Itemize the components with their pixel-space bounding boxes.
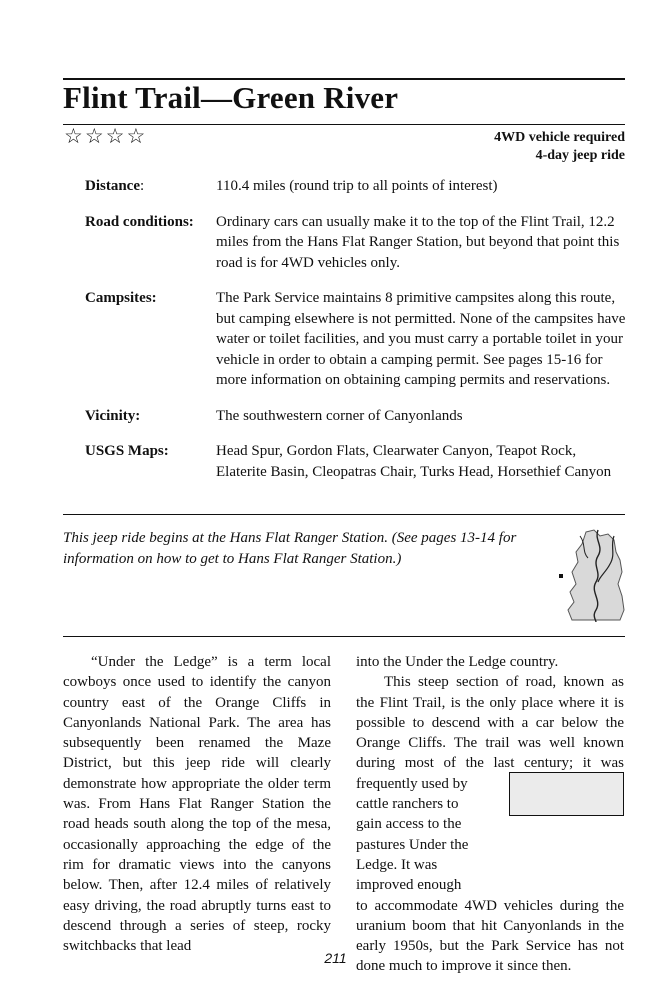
intro-top-rule bbox=[63, 514, 625, 515]
body-paragraph-wrap: cattle ranchers to gain access to the pastures Under the Ledge. It was improved enough bbox=[356, 796, 469, 894]
trip-duration: 4-day jeep ride bbox=[535, 148, 625, 163]
body-paragraph: This steep section of road, known as the Flint Trail, is the only place where it is possible to descend with a car below the Orange Cliffs. The trail was well known during most of the last century; it was frequently used by bbox=[356, 674, 624, 792]
fact-value: The southwestern corner of Canyonlands bbox=[216, 407, 463, 424]
fact-vicinity bbox=[85, 406, 630, 427]
page-number: 211 bbox=[324, 950, 347, 966]
fact-campsites bbox=[85, 288, 630, 391]
fact-label: Distance bbox=[85, 178, 140, 194]
body-column-left bbox=[63, 652, 331, 956]
fact-label-colon: : bbox=[140, 178, 145, 194]
canyonlands-locator-map-icon bbox=[556, 526, 628, 622]
photo-placeholder bbox=[509, 772, 624, 816]
fact-usgs-maps bbox=[85, 441, 630, 482]
fact-value: The Park Service maintains 8 primitive campsites along this route, but camping elsewhere is not permitted. None of the campsites have water or toilet facilities, and you must carry a portable toilet in your vehicle in order to obtain a camping permit. See pages 15-16 for more information on obtaining camping permits and reservations. bbox=[216, 290, 626, 388]
fact-distance bbox=[85, 176, 630, 197]
trip-facts bbox=[85, 176, 630, 482]
fact-label: Campsites: bbox=[85, 290, 157, 306]
fact-label: USGS Maps: bbox=[85, 443, 169, 459]
fact-value: Head Spur, Gordon Flats, Clearwater Canyon, Teapot Rock, Elaterite Basin, Cleopatras Chair, Turks Head, Horsethief Canyon bbox=[216, 443, 612, 480]
rating-stars-icon: ☆☆☆☆ bbox=[64, 124, 148, 148]
intro-text: This jeep ride begins at the Hans Flat Ranger Station. (See pages 13-14 for information on how to get to Hans Flat Ranger Station.) bbox=[63, 530, 517, 567]
intro-bottom-rule bbox=[63, 636, 625, 637]
fact-value: Ordinary cars can usually make it to the top of the Flint Trail, 12.2 miles from the Hans Flat Ranger Station, but beyond that point this road is for 4WD vehicles only. bbox=[216, 213, 620, 271]
fact-label: Vicinity: bbox=[85, 407, 141, 424]
fact-value: 110.4 miles (round trip to all points of interest) bbox=[216, 178, 498, 194]
trip-requirements bbox=[494, 129, 625, 165]
body-paragraph-continued: into the Under the Ledge country. bbox=[356, 654, 559, 670]
vehicle-requirement: 4WD vehicle required bbox=[494, 130, 625, 145]
body-paragraph: “Under the Ledge” is a term local cowboys once used to identify the canyon country east of the Orange Cliffs in Canyonlands National Park. The area has subsequently been renamed the Maze District, but this jeep ride will clearly demonstrate how appropriate the older term was. From Hans Flat Ranger Station the road heads south along the top of the mesa, occasionally approaching the edge of the rim for dramatic views into the canyons below. Then, after 12.4 miles of relatively easy driving, the road abruptly turns east to descend through a series of steep, rocky switchbacks that lead bbox=[63, 654, 331, 955]
fact-road-conditions bbox=[85, 212, 630, 274]
body-paragraph-bottom: to accommodate 4WD vehicles during the uranium boom that hit Canyonlands in the early 1950s, but the Park Service has not done much to improve it since then. bbox=[356, 897, 624, 975]
page-title: Flint Trail—Green River bbox=[63, 80, 399, 115]
fact-label: Road conditions: bbox=[85, 213, 194, 230]
